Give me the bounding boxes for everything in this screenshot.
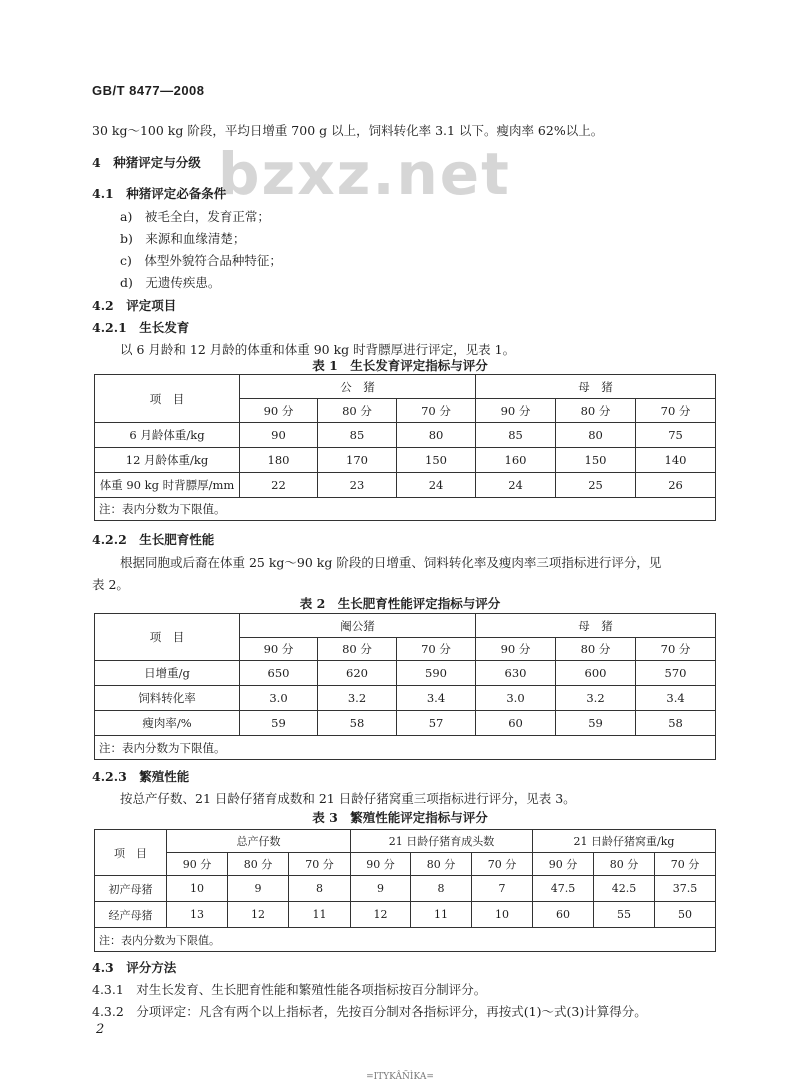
table-cell: 620 <box>318 661 397 686</box>
paragraph-4-2-2-cont: 表 2。 <box>92 577 129 592</box>
table-2-caption: 表 2 生长肥育性能评定指标与评分 <box>299 596 501 611</box>
table-cell: 3.4 <box>636 686 716 711</box>
table-cell: 57 <box>397 711 476 736</box>
row-label: 6 月龄体重/kg <box>95 423 240 448</box>
standard-code-header: GB/T 8477—2008 <box>92 83 205 98</box>
table-cell: 9 <box>228 876 289 902</box>
score-header: 90 分 <box>476 638 556 661</box>
score-header: 80 分 <box>228 853 289 876</box>
score-header: 80 分 <box>556 399 636 423</box>
table-cell: 85 <box>318 423 397 448</box>
paragraph-4-2-1: 以 6 月龄和 12 月龄的体重和体重 90 kg 时背膘厚进行评定，见表 1。 <box>120 342 516 357</box>
score-header: 80 分 <box>411 853 472 876</box>
table-cell: 180 <box>240 448 318 473</box>
table-row <box>95 448 716 473</box>
table-1-item-header: 项 目 <box>95 375 240 423</box>
table-cell: 55 <box>594 902 655 928</box>
score-header: 70 分 <box>397 638 476 661</box>
table-cell: 26 <box>636 473 716 498</box>
section-4-1-heading: 4.1 种猪评定必备条件 <box>92 186 227 201</box>
table-cell: 25 <box>556 473 636 498</box>
table-2-group-barrow: 阉公猪 <box>240 614 476 638</box>
table-cell: 600 <box>556 661 636 686</box>
table-1-caption: 表 1 生长发育评定指标与评分 <box>312 358 488 373</box>
score-header: 70 分 <box>472 853 533 876</box>
table-cell: 12 <box>228 902 289 928</box>
table-cell: 140 <box>636 448 716 473</box>
table-cell: 59 <box>556 711 636 736</box>
paragraph-4-2-3: 按总产仔数、21 日龄仔猪育成数和 21 日龄仔猪窝重三项指标进行评分，见表 3。 <box>120 791 576 806</box>
table-cell: 160 <box>476 448 556 473</box>
paragraph-4-3-2: 4.3.2 分项评定：凡含有两个以上指标者，先按百分制对各指标评分，再按式(1)～式(3)计算得分。 <box>92 1004 647 1019</box>
table-cell: 24 <box>476 473 556 498</box>
score-header: 90 分 <box>476 399 556 423</box>
table-3-note: 注：表内分数为下限值。 <box>95 928 716 952</box>
table-cell: 80 <box>556 423 636 448</box>
list-item: b) 来源和血缘清楚； <box>120 231 246 246</box>
score-header: 90 分 <box>167 853 228 876</box>
score-header: 70 分 <box>289 853 351 876</box>
table-cell: 85 <box>476 423 556 448</box>
table-cell: 3.0 <box>476 686 556 711</box>
table-cell: 10 <box>167 876 228 902</box>
table-cell: 9 <box>351 876 411 902</box>
table-cell: 3.2 <box>556 686 636 711</box>
score-header: 80 分 <box>318 399 397 423</box>
score-header: 80 分 <box>318 638 397 661</box>
table-cell: 59 <box>240 711 318 736</box>
table-cell: 8 <box>289 876 351 902</box>
table-cell: 58 <box>636 711 716 736</box>
table-3-item-header: 项 目 <box>95 830 167 876</box>
row-label: 经产母猪 <box>95 902 167 928</box>
table-3-group-litter-size: 总产仔数 <box>167 830 351 853</box>
table-row <box>95 473 716 498</box>
intro-line: 30 kg～100 kg 阶段，平均日增重 700 g 以上，饲料转化率 3.1 以下。瘦肉率 62%以上。 <box>92 123 604 138</box>
table-cell: 13 <box>167 902 228 928</box>
row-label: 饲料转化率 <box>95 686 240 711</box>
row-label: 12 月龄体重/kg <box>95 448 240 473</box>
table-cell: 10 <box>472 902 533 928</box>
paragraph-4-2-2: 根据同胞或后裔在体重 25 kg～90 kg 阶段的日增重、饲料转化率及瘦肉率三项指标进行评分，见 <box>120 555 662 570</box>
score-header: 70 分 <box>655 853 716 876</box>
footer-mark: =ITYKÂÑÌKA= <box>366 1072 434 1082</box>
table-2-item-header: 项 目 <box>95 614 240 661</box>
paragraph-4-3-1: 4.3.1 对生长发育、生长肥育性能和繁殖性能各项指标按百分制评分。 <box>92 982 487 997</box>
table-cell: 3.0 <box>240 686 318 711</box>
table-cell: 37.5 <box>655 876 716 902</box>
table-cell: 50 <box>655 902 716 928</box>
table-cell: 590 <box>397 661 476 686</box>
list-item: c) 体型外貌符合品种特征； <box>120 253 282 268</box>
list-item: a) 被毛全白，发育正常； <box>120 209 270 224</box>
table-cell: 58 <box>318 711 397 736</box>
row-label: 初产母猪 <box>95 876 167 902</box>
table-1-note: 注：表内分数为下限值。 <box>95 498 716 521</box>
table-3 <box>94 829 716 952</box>
section-4-2-3-heading: 4.2.3 繁殖性能 <box>92 769 190 784</box>
table-3-caption: 表 3 繁殖性能评定指标与评分 <box>312 810 488 825</box>
section-4-3-heading: 4.3 评分方法 <box>92 960 177 975</box>
table-3-group-weaned-count: 21 日龄仔猪育成头数 <box>351 830 533 853</box>
section-4-2-1-heading: 4.2.1 生长发育 <box>92 320 190 335</box>
table-cell: 650 <box>240 661 318 686</box>
list-item: d) 无遗传疾患。 <box>120 275 221 290</box>
table-cell: 8 <box>411 876 472 902</box>
table-3-group-litter-weight: 21 日龄仔猪窝重/kg <box>533 830 716 853</box>
table-cell: 3.4 <box>397 686 476 711</box>
score-header: 70 分 <box>636 399 716 423</box>
table-2-note: 注：表内分数为下限值。 <box>95 736 716 760</box>
table-cell: 22 <box>240 473 318 498</box>
table-cell: 150 <box>556 448 636 473</box>
table-cell: 23 <box>318 473 397 498</box>
score-header: 90 分 <box>240 399 318 423</box>
table-cell: 170 <box>318 448 397 473</box>
table-cell: 11 <box>289 902 351 928</box>
table-row <box>95 711 716 736</box>
score-header: 90 分 <box>240 638 318 661</box>
table-cell: 7 <box>472 876 533 902</box>
table-cell: 630 <box>476 661 556 686</box>
table-row <box>95 902 716 928</box>
score-header: 80 分 <box>556 638 636 661</box>
row-label: 日增重/g <box>95 661 240 686</box>
table-1-group-sow: 母 猪 <box>476 375 716 399</box>
score-header: 70 分 <box>636 638 716 661</box>
table-cell: 90 <box>240 423 318 448</box>
table-cell: 60 <box>476 711 556 736</box>
page-number: 2 <box>96 1022 105 1037</box>
table-cell: 80 <box>397 423 476 448</box>
table-row <box>95 686 716 711</box>
table-cell: 42.5 <box>594 876 655 902</box>
table-2-group-sow: 母 猪 <box>476 614 716 638</box>
table-cell: 47.5 <box>533 876 594 902</box>
watermark: bzxz.net <box>218 140 511 208</box>
table-cell: 150 <box>397 448 476 473</box>
table-cell: 24 <box>397 473 476 498</box>
table-cell: 60 <box>533 902 594 928</box>
score-header: 80 分 <box>594 853 655 876</box>
score-header: 70 分 <box>397 399 476 423</box>
table-cell: 75 <box>636 423 716 448</box>
section-4-2-heading: 4.2 评定项目 <box>92 298 177 313</box>
row-label: 体重 90 kg 时背膘厚/mm <box>95 473 240 498</box>
table-2 <box>94 613 716 760</box>
table-cell: 3.2 <box>318 686 397 711</box>
table-cell: 12 <box>351 902 411 928</box>
table-1-group-boar: 公 猪 <box>240 375 476 399</box>
score-header: 90 分 <box>533 853 594 876</box>
table-1 <box>94 374 716 521</box>
row-label: 瘦肉率/% <box>95 711 240 736</box>
section-4-heading: 4 种猪评定与分级 <box>92 155 201 170</box>
section-4-2-2-heading: 4.2.2 生长肥育性能 <box>92 532 215 547</box>
table-row <box>95 661 716 686</box>
score-header: 90 分 <box>351 853 411 876</box>
table-row <box>95 876 716 902</box>
table-cell: 11 <box>411 902 472 928</box>
table-cell: 570 <box>636 661 716 686</box>
table-row <box>95 423 716 448</box>
